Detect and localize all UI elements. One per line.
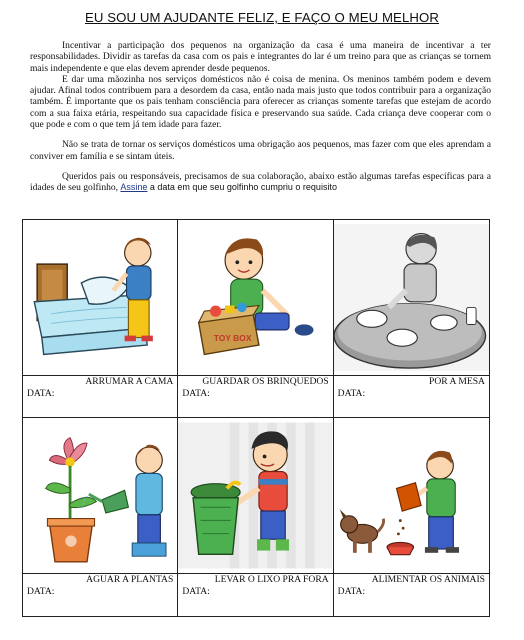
date-label: DATA: <box>27 586 55 597</box>
task-cell <box>23 418 178 616</box>
task-cell <box>334 418 489 616</box>
date-label: DATA: <box>27 388 55 399</box>
task-label: LEVAR O LIXO PRA FORA <box>214 574 329 585</box>
tasks-table <box>22 219 490 617</box>
toy-box-text: TOY BOX <box>214 333 252 344</box>
task-label: ARRUMAR A CAMA <box>85 376 174 387</box>
task-cell <box>334 220 489 418</box>
task-label: AGUAR A PLANTAS <box>86 574 174 585</box>
intro-text <box>30 40 491 194</box>
paragraph-2: E dar uma mãozinha nos serviços domésticos não é coisa de menina. Os meninos também podem e devem ajudar. Afinal todos contribuem para a desordem da casa, então nada mais justo que todos contribuir para a organização também. É importante que os pais tenham consciência para oferecer as crianças somente tarefas que estejam de acordo com a sua faixa etária, respeitando sua capacidade física e preservando sua saúde. Cada criança deve cooperar com o que pode e com o que tem já tem idade para fazer. <box>30 73 491 131</box>
task-cell <box>178 220 333 418</box>
date-label: DATA: <box>182 388 210 399</box>
task-label: ALIMENTAR OS ANIMAIS <box>371 574 485 585</box>
paragraph-4-text: Queridos pais ou responsáveis, precisamos de sua colaboração, abaixo estão algumas tarefas específicas para a idades de seu golfinho, <box>30 170 491 194</box>
date-label: DATA: <box>337 586 366 597</box>
task-cell <box>178 418 333 616</box>
task-label: POR A MESA <box>429 376 485 387</box>
page-title: EU SOU UM AJUDANTE FELIZ, E FAÇO O MEU MELHOR <box>84 10 439 25</box>
paragraph-4-end: a data em que seu golfinho cumpriu o requisito <box>149 182 337 193</box>
setting-table-icon <box>334 220 489 375</box>
boy-making-bed-icon <box>23 220 177 375</box>
sign-word: Assine <box>120 182 148 193</box>
date-label: DATA: <box>337 388 366 399</box>
date-label: DATA: <box>182 586 210 597</box>
feeding-dog-icon <box>334 418 489 573</box>
taking-out-trash-icon <box>178 418 332 573</box>
boy-putting-away-toys-icon <box>178 220 332 375</box>
watering-plant-icon <box>23 418 177 573</box>
task-label: GUARDAR OS BRINQUEDOS <box>202 376 329 387</box>
paragraph-1: Incentivar a participação dos pequenos na organização da casa é uma maneira de incentivar a ter responsabilidades. Dividir as tarefas da casa com os pais e integrantes do lar é um treino para que as crianças se tornem mais independente e que elas devem aprender desde pequenos. <box>30 40 491 74</box>
paragraph-4 <box>30 171 491 194</box>
task-cell <box>23 220 178 418</box>
paragraph-3: Não se trata de tornar os serviços domésticos uma obrigação aos pequenos, mas fazer com que eles aprendam a conviver em família e se sintam úteis. <box>30 139 491 162</box>
